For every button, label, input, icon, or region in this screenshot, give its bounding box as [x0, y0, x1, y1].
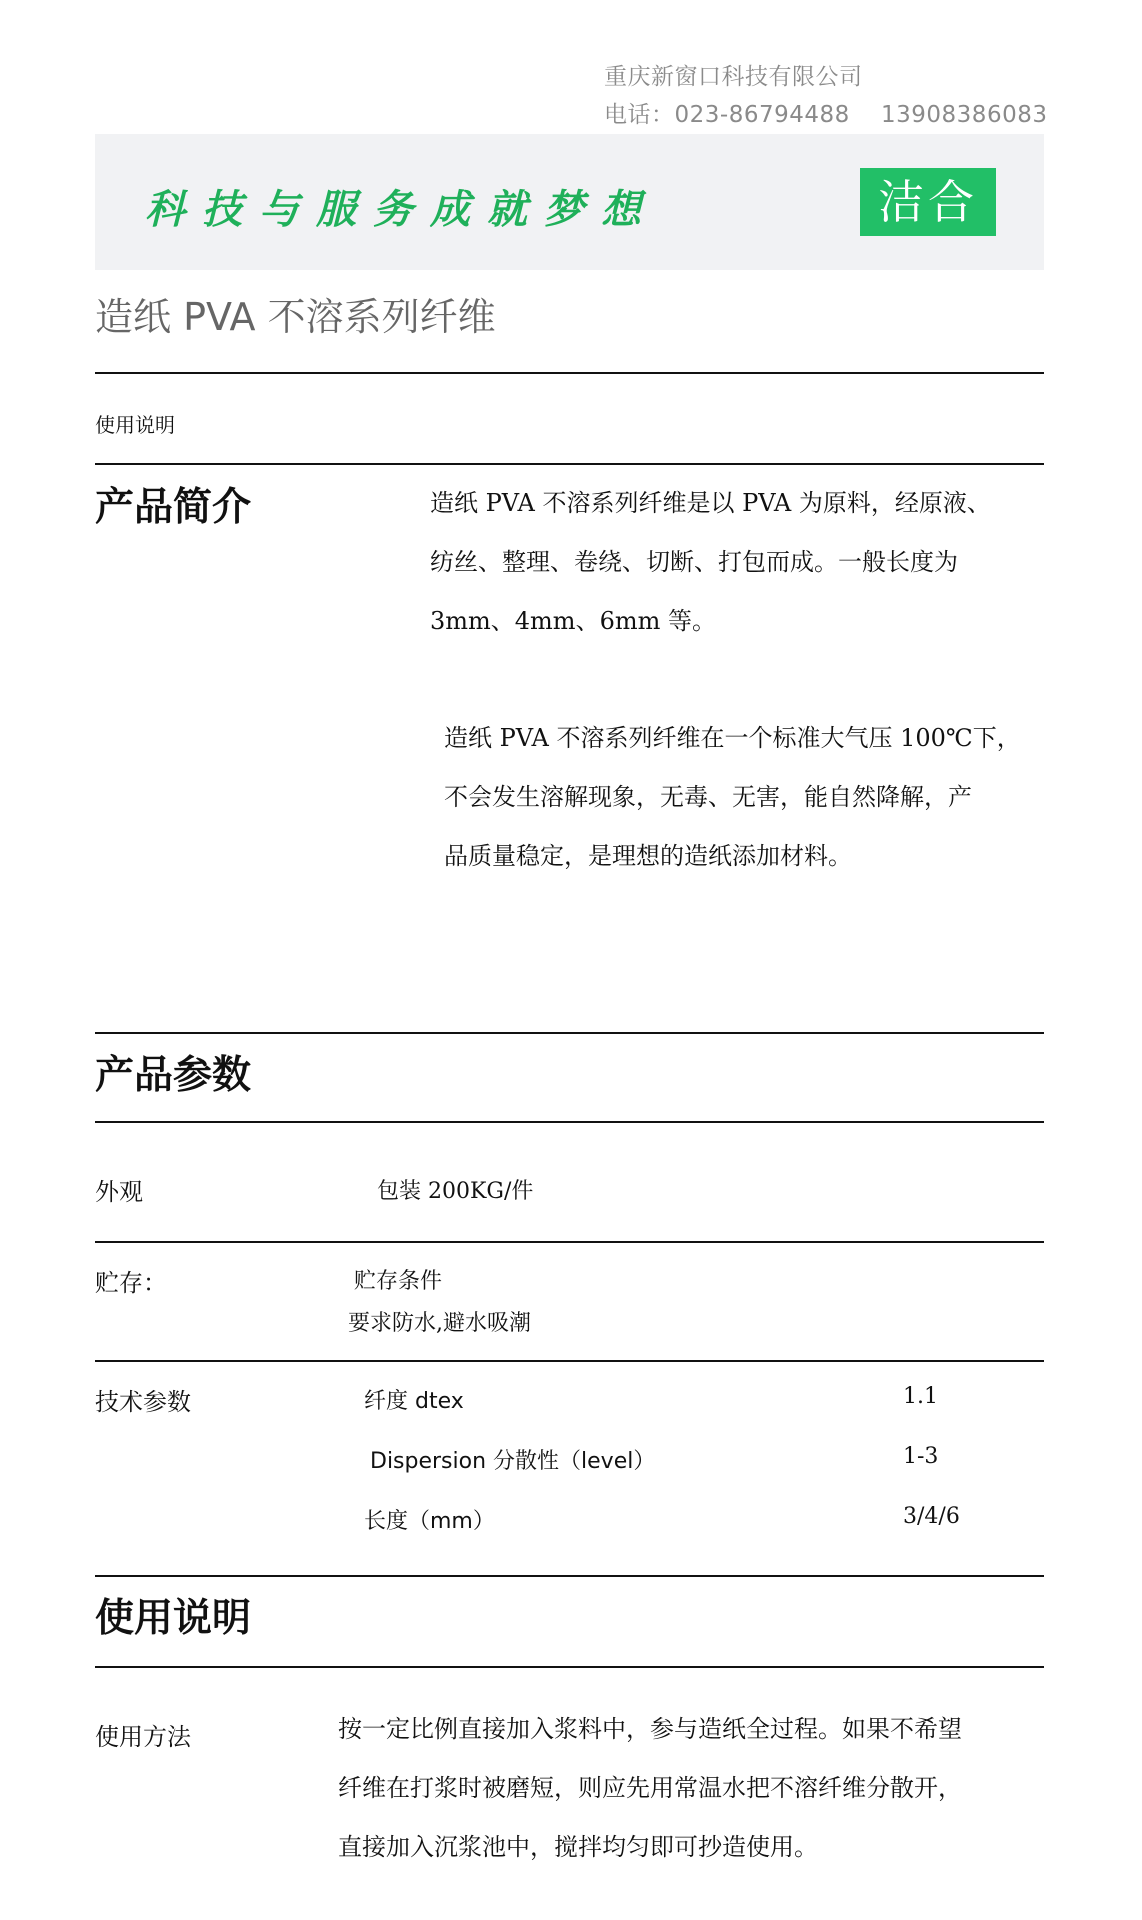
divider — [95, 1360, 1044, 1362]
appearance-label: 外观 — [95, 1178, 143, 1206]
intro-paragraph-2 — [444, 709, 1021, 886]
divider — [95, 1032, 1044, 1034]
tech-param-name: 长度（mm） — [364, 1509, 495, 1534]
paragraph-line: 造纸 PVA 不溶系列纤维是以 PVA 为原料，经原液、 — [430, 489, 991, 517]
paragraph-line: 品质量稳定，是理想的造纸添加材料。 — [444, 842, 852, 870]
section-heading-intro: 产品简介 — [95, 485, 252, 530]
slogan-text: 科技与服务成就梦想 — [145, 186, 658, 233]
document-title: 造纸 PVA 不溶系列纤维 — [95, 295, 496, 339]
company-phone: 电话：023-86794488 13908386083 — [604, 102, 1048, 128]
intro-paragraph-1 — [430, 474, 991, 651]
usage-method-label: 使用方法 — [95, 1723, 191, 1751]
company-name: 重庆新窗口科技有限公司 — [604, 64, 863, 90]
divider — [95, 1121, 1044, 1123]
section-heading-params: 产品参数 — [95, 1053, 252, 1098]
tech-param-value: 1-3 — [903, 1444, 939, 1469]
paragraph-line: 纤维在打浆时被磨短，则应先用常温水把不溶纤维分散开， — [338, 1774, 962, 1802]
appearance-value: 包装 200KG/件 — [377, 1179, 534, 1204]
paragraph-line: 造纸 PVA 不溶系列纤维在一个标准大气压 100℃下， — [444, 724, 1021, 752]
tech-param-name: 纤度 dtex — [364, 1389, 464, 1414]
usage-method-text — [338, 1700, 962, 1877]
divider — [95, 1241, 1044, 1243]
storage-title: 贮存条件 — [354, 1269, 443, 1294]
tech-param-value: 3/4/6 — [903, 1504, 960, 1529]
tech-param-value: 1.1 — [903, 1384, 938, 1409]
paragraph-line: 按一定比例直接加入浆料中，参与造纸全过程。如果不希望 — [338, 1715, 962, 1743]
divider — [95, 372, 1044, 374]
tech-params-label: 技术参数 — [95, 1388, 191, 1416]
divider — [95, 1666, 1044, 1668]
divider — [95, 1575, 1044, 1577]
paragraph-line: 不会发生溶解现象，无毒、无害，能自然降解，产 — [444, 783, 972, 811]
storage-value: 要求防水,避水吸潮 — [348, 1311, 531, 1336]
paragraph-line: 直接加入沉浆池中，搅拌均匀即可抄造使用。 — [338, 1833, 818, 1861]
paragraph-line: 纺丝、整理、卷绕、切断、打包而成。一般长度为 — [430, 548, 958, 576]
divider — [95, 463, 1044, 465]
paragraph-line: 3mm、4mm、6mm 等。 — [430, 607, 716, 635]
storage-label: 贮存： — [95, 1269, 167, 1297]
brand-logo: 洁合 — [860, 168, 996, 236]
document-subtitle: 使用说明 — [95, 413, 175, 437]
section-heading-usage: 使用说明 — [95, 1596, 252, 1641]
tech-param-name: Dispersion 分散性（level） — [370, 1449, 656, 1474]
